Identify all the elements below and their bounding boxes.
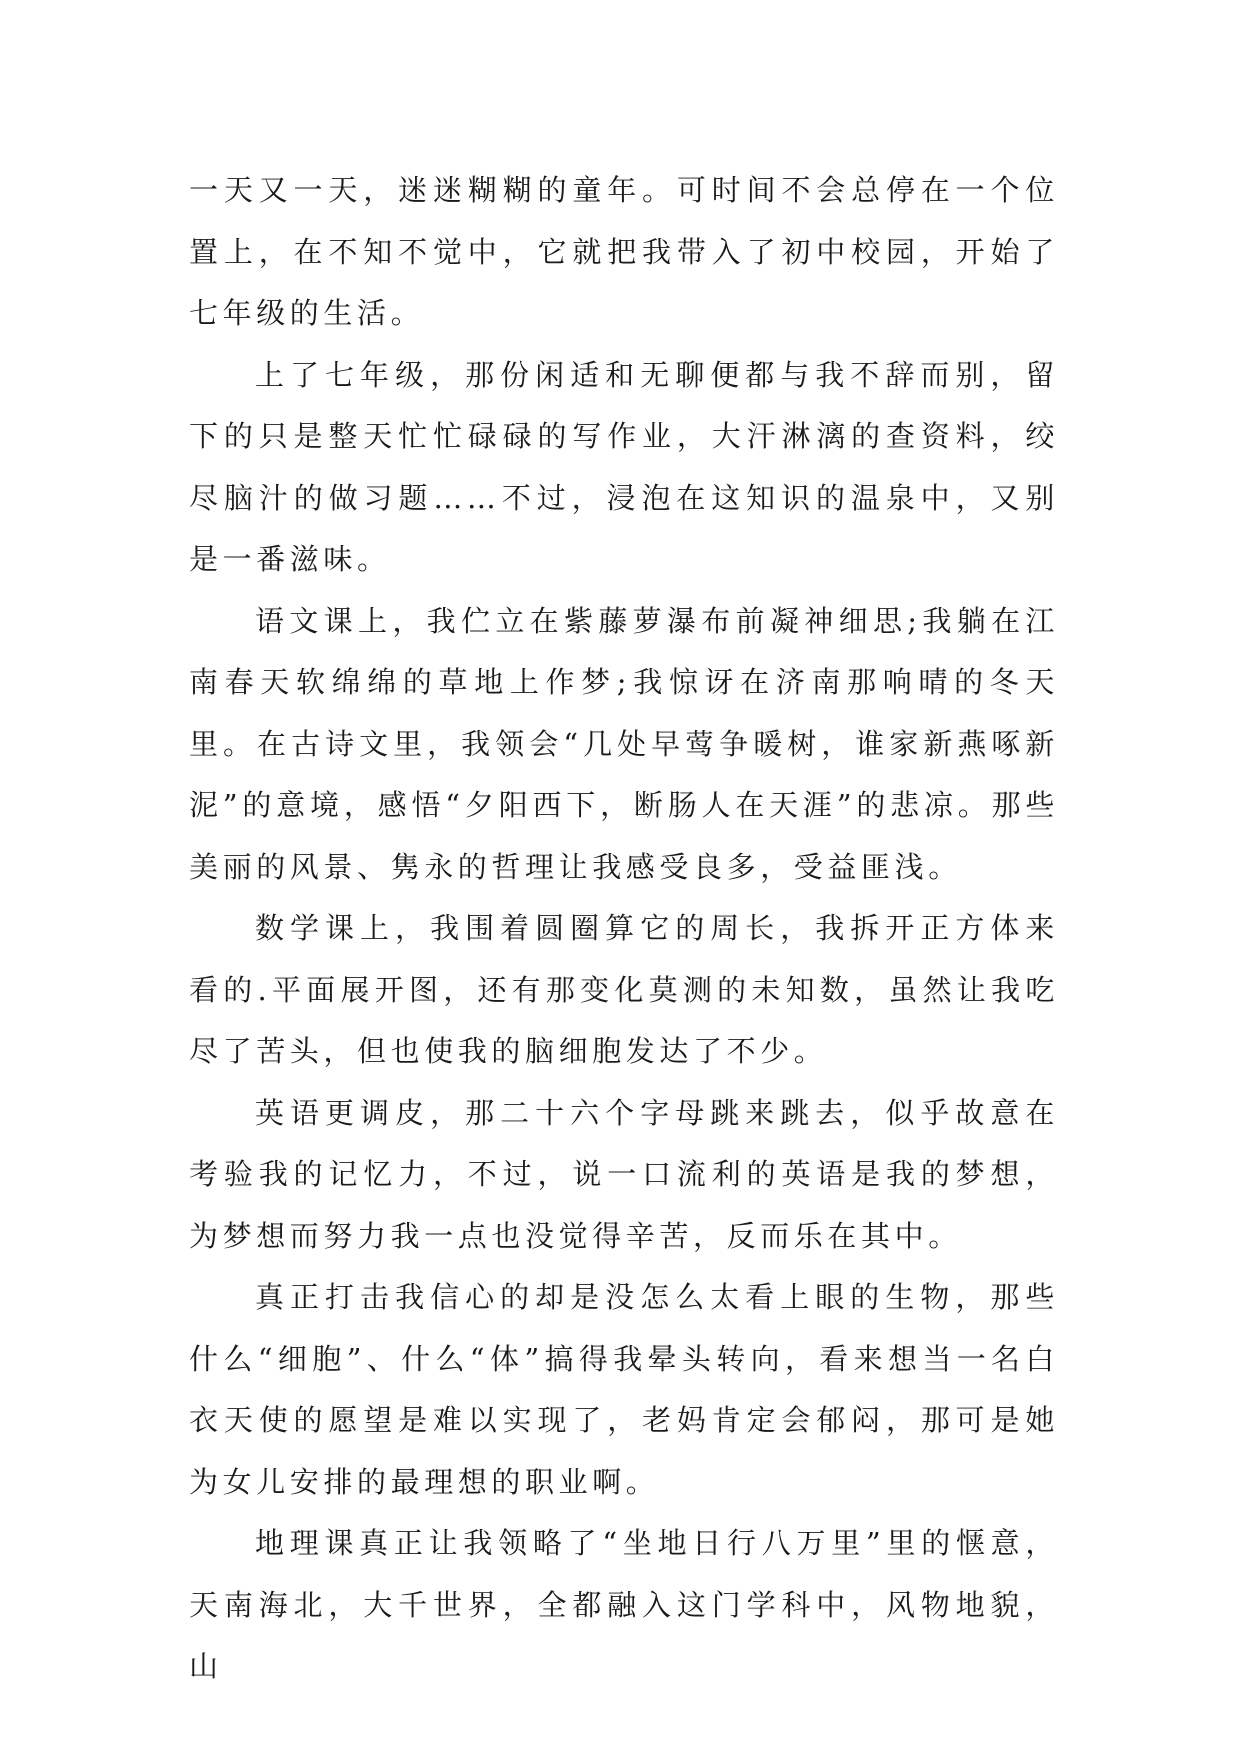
paragraph-7: 地理课真正让我领略了“坐地日行八万里”里的惬意，天南海北，大千世界，全都融入这门学科中，风物地貌，山 [189,1526,1059,1683]
paragraph-3: 语文课上，我伫立在紫藤萝瀑布前凝神细思;我躺在江南春天软绵绵的草地上作梦;我惊讶在济南那响晴的冬天里。在古诗文里，我领会“几处早莺争暖树，谁家新燕啄新泥”的意境，感悟“夕阳西下，断肠人在天涯”的悲凉。那些美丽的风景、隽永的哲理让我感受良多，受益匪浅。 [189,603,1059,884]
paragraph-2: 上了七年级，那份闲适和无聊便都与我不辞而别，留下的只是整天忙忙碌碌的写作业，大汗淋漓的查资料，绞尽脑汁的做习题……不过，浸泡在这知识的温泉中，又别是一番滋味。 [189,357,1059,576]
paragraph-1: 一天又一天，迷迷糊糊的童年。可时间不会总停在一个位置上，在不知不觉中，它就把我带入了初中校园，开始了七年级的生活。 [189,173,1059,330]
document-body [189,160,1059,1698]
paragraph-5: 英语更调皮，那二十六个字母跳来跳去，似乎故意在考验我的记忆力，不过，说一口流利的英语是我的梦想，为梦想而努力我一点也没觉得辛苦，反而乐在其中。 [189,1095,1059,1253]
paragraph-4: 数学课上，我围着圆圈算它的周长，我拆开正方体来看的.平面展开图，还有那变化莫测的未知数，虽然让我吃尽了苦头，但也使我的脑细胞发达了不少。 [189,911,1059,1068]
paragraph-6: 真正打击我信心的却是没怎么太看上眼的生物，那些什么“细胞”、什么“体”搞得我晕头转向，看来想当一名白衣天使的愿望是难以实现了，老妈肯定会郁闷，那可是她为女儿安排的最理想的职业啊。 [189,1280,1059,1499]
